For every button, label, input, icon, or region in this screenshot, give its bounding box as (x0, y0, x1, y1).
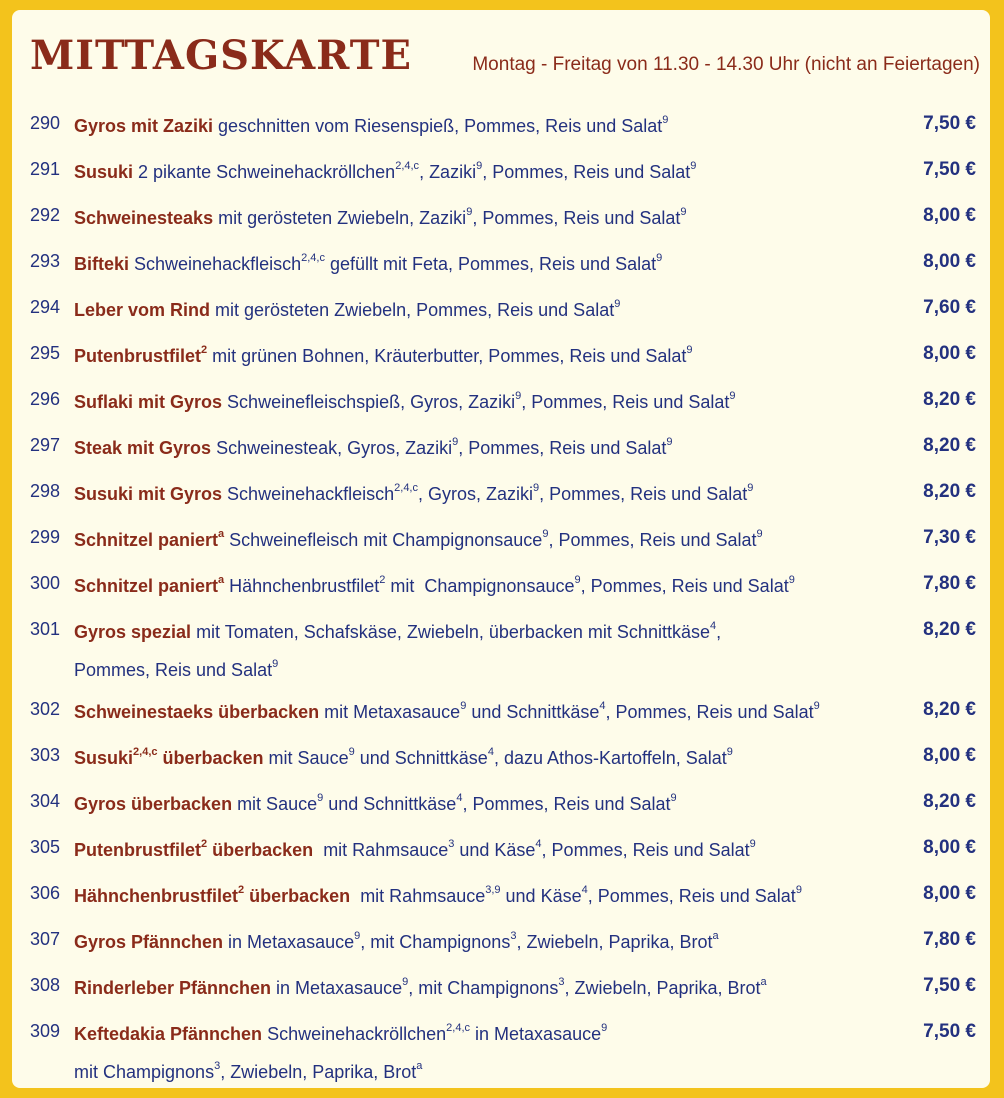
menu-header (30, 32, 980, 88)
menu-item (12, 473, 990, 519)
dish-price: 7,80 € (923, 573, 976, 594)
item-number: 295 (30, 343, 61, 363)
dish-name: Schnitzel paniert$^a$ (74, 574, 225, 596)
dish-description: mit gerösteten Zwiebeln, Pommes, Reis und Salat$^9$ (210, 298, 621, 320)
item-number: 304 (30, 791, 61, 811)
item-text (74, 151, 934, 189)
menu-item (12, 335, 990, 381)
menu-item (12, 783, 990, 829)
dish-name: Hähnchenbrustfilet$^2$ überbacken (74, 884, 351, 906)
dish-price: 8,00 € (923, 883, 976, 904)
dish-name: Susuki$^{2,4,c}$ überbacken (74, 746, 264, 768)
dish-price: 8,20 € (923, 435, 976, 456)
item-text (74, 519, 934, 557)
allergen-note: 2 (201, 344, 208, 356)
item-number: 308 (30, 975, 61, 995)
dish-name: Susuki mit Gyros (74, 484, 223, 504)
menu-item (12, 151, 990, 197)
dish-description: Schweinesteak, Gyros, Zaziki$^9$, Pommes, Reis und Salat$^9$ (211, 436, 673, 458)
dish-description: mit Tomaten, Schafskäse, Zwiebeln, überbacken mit Schnittkäse$^4$, Pommes, Reis und Salat$^9$ (74, 620, 722, 680)
dish-description: Schweinehackröllchen$^{2,4,c}$ in Metaxasauce$^9$ mit Champignons$^3$, Zwiebeln, Paprika, Brot$^a$ (74, 1022, 608, 1082)
dish-price: 8,00 € (923, 745, 976, 766)
dish-description: mit Rahmsauce$^{3,9}$ und Käse$^4$, Pommes, Reis und Salat$^9$ (350, 884, 802, 906)
menu-item (12, 691, 990, 737)
dish-description: mit Sauce$^9$ und Schnittkäse$^4$, dazu Athos-Kartoffeln, Salat$^9$ (263, 746, 733, 768)
item-text (74, 783, 934, 821)
dish-price: 7,50 € (923, 1021, 976, 1042)
menu-item (12, 565, 990, 611)
item-number: 302 (30, 699, 61, 719)
item-text (74, 875, 934, 913)
item-number: 298 (30, 481, 61, 501)
menu-item (12, 611, 990, 691)
dish-description: mit Sauce$^9$ und Schnittkäse$^4$, Pommes, Reis und Salat$^9$ (232, 792, 677, 814)
item-text (74, 381, 934, 419)
item-number: 305 (30, 837, 61, 857)
dish-name: Schweinesteaks (74, 208, 214, 228)
dish-price: 7,60 € (923, 297, 976, 318)
item-number: 297 (30, 435, 61, 455)
dish-description: mit gerösteten Zwiebeln, Zaziki$^9$, Pommes, Reis und Salat$^9$ (213, 206, 687, 228)
item-text (74, 967, 934, 1005)
dish-description: mit grünen Bohnen, Kräuterbutter, Pommes, Reis und Salat$^9$ (207, 344, 693, 366)
menu-item (12, 105, 990, 151)
allergen-note: a (218, 528, 225, 540)
allergen-note: a (218, 574, 225, 586)
item-text (74, 691, 934, 729)
menu-item (12, 875, 990, 921)
dish-description: Schweinehackfleisch$^{2,4,c}$ gefüllt mit Feta, Pommes, Reis und Salat$^9$ (129, 252, 663, 274)
menu-item (12, 967, 990, 1013)
dish-name: Gyros mit Zaziki (74, 116, 214, 136)
dish-price: 8,20 € (923, 699, 976, 720)
menu-item (12, 197, 990, 243)
menu-item (12, 519, 990, 565)
item-number: 309 (30, 1021, 61, 1041)
dish-price: 7,50 € (923, 159, 976, 180)
dish-price: 8,00 € (923, 343, 976, 364)
item-text (74, 611, 834, 687)
dish-name: Putenbrustfilet$^2$ (74, 344, 208, 366)
dish-description: in Metaxasauce$^9$, mit Champignons$^3$, Zwiebeln, Paprika, Brot$^a$ (223, 930, 719, 952)
dish-price: 7,80 € (923, 929, 976, 950)
dish-price: 8,20 € (923, 791, 976, 812)
item-number: 300 (30, 573, 61, 593)
dish-name: Gyros überbacken (74, 794, 233, 814)
dish-name: Schweinestaeks überbacken (74, 702, 320, 722)
dish-price: 8,00 € (923, 205, 976, 226)
dish-description: geschnitten vom Riesenspieß, Pommes, Reis und Salat$^9$ (213, 114, 669, 136)
menu-hours: Montag - Freitag von 11.30 - 14.30 Uhr (nicht an Feiertagen) (472, 54, 980, 75)
dish-name: Rinderleber Pfännchen (74, 978, 272, 998)
menu-item (12, 381, 990, 427)
item-number: 291 (30, 159, 61, 179)
dish-price: 8,20 € (923, 481, 976, 502)
dish-price: 7,30 € (923, 527, 976, 548)
menu-item (12, 829, 990, 875)
dish-name: Leber vom Rind (74, 300, 211, 320)
item-text (74, 565, 934, 603)
allergen-note: 2,4,c (133, 746, 158, 758)
dish-price: 8,00 € (923, 251, 976, 272)
item-number: 292 (30, 205, 61, 225)
dish-description: Schweinefleisch mit Champignonsauce$^9$, Pommes, Reis und Salat$^9$ (224, 528, 763, 550)
dish-price: 8,20 € (923, 389, 976, 410)
item-text (74, 427, 934, 465)
dish-name: Steak mit Gyros (74, 438, 212, 458)
dish-description: in Metaxasauce$^9$, mit Champignons$^3$, Zwiebeln, Paprika, Brot$^a$ (271, 976, 767, 998)
menu-item (12, 737, 990, 783)
dish-price: 8,20 € (923, 619, 976, 640)
item-text (74, 1013, 834, 1089)
dish-description: 2 pikante Schweinehackröllchen$^{2,4,c}$, Zaziki$^9$, Pommes, Reis und Salat$^9$ (133, 160, 697, 182)
dish-name: Putenbrustfilet$^2$ überbacken (74, 838, 314, 860)
dish-description: Schweinefleischspieß, Gyros, Zaziki$^9$, Pommes, Reis und Salat$^9$ (222, 390, 736, 412)
item-text (74, 243, 934, 281)
item-text (74, 335, 934, 373)
item-number: 290 (30, 113, 61, 133)
item-number: 301 (30, 619, 61, 639)
dish-name: Gyros spezial (74, 622, 192, 642)
menu-panel (12, 10, 990, 1088)
dish-name: Suflaki mit Gyros (74, 392, 223, 412)
item-number: 306 (30, 883, 61, 903)
item-number: 293 (30, 251, 61, 271)
dish-name: Gyros Pfännchen (74, 932, 224, 952)
menu-title: MITTAGSKARTE (30, 32, 412, 79)
allergen-note: 2 (238, 884, 245, 896)
dish-price: 8,00 € (923, 837, 976, 858)
item-text (74, 105, 934, 143)
menu-item (12, 427, 990, 473)
dish-name: Susuki (74, 162, 134, 182)
menu-item (12, 1013, 990, 1093)
item-number: 294 (30, 297, 61, 317)
item-text (74, 829, 934, 867)
item-number: 296 (30, 389, 61, 409)
dish-name: Keftedakia Pfännchen (74, 1024, 263, 1044)
item-text (74, 289, 934, 327)
dish-description: Hähnchenbrustfilet$^2$ mit Champignonsauce$^9$, Pommes, Reis und Salat$^9$ (224, 574, 795, 596)
item-text (74, 473, 934, 511)
dish-price: 7,50 € (923, 975, 976, 996)
dish-description: mit Rahmsauce$^3$ und Käse$^4$, Pommes, Reis und Salat$^9$ (313, 838, 756, 860)
dish-name: Bifteki (74, 254, 130, 274)
item-text (74, 197, 934, 235)
dish-name: Schnitzel paniert$^a$ (74, 528, 225, 550)
item-number: 303 (30, 745, 61, 765)
menu-items-list (12, 105, 990, 1093)
menu-item (12, 243, 990, 289)
dish-description: mit Metaxasauce$^9$ und Schnittkäse$^4$, Pommes, Reis und Salat$^9$ (319, 700, 820, 722)
dish-price: 7,50 € (923, 113, 976, 134)
menu-item (12, 921, 990, 967)
item-text (74, 921, 934, 959)
item-number: 307 (30, 929, 61, 949)
allergen-note: 2 (201, 838, 208, 850)
dish-description: Schweinehackfleisch$^{2,4,c}$, Gyros, Zaziki$^9$, Pommes, Reis und Salat$^9$ (222, 482, 754, 504)
menu-item (12, 289, 990, 335)
item-text (74, 737, 934, 775)
item-number: 299 (30, 527, 61, 547)
